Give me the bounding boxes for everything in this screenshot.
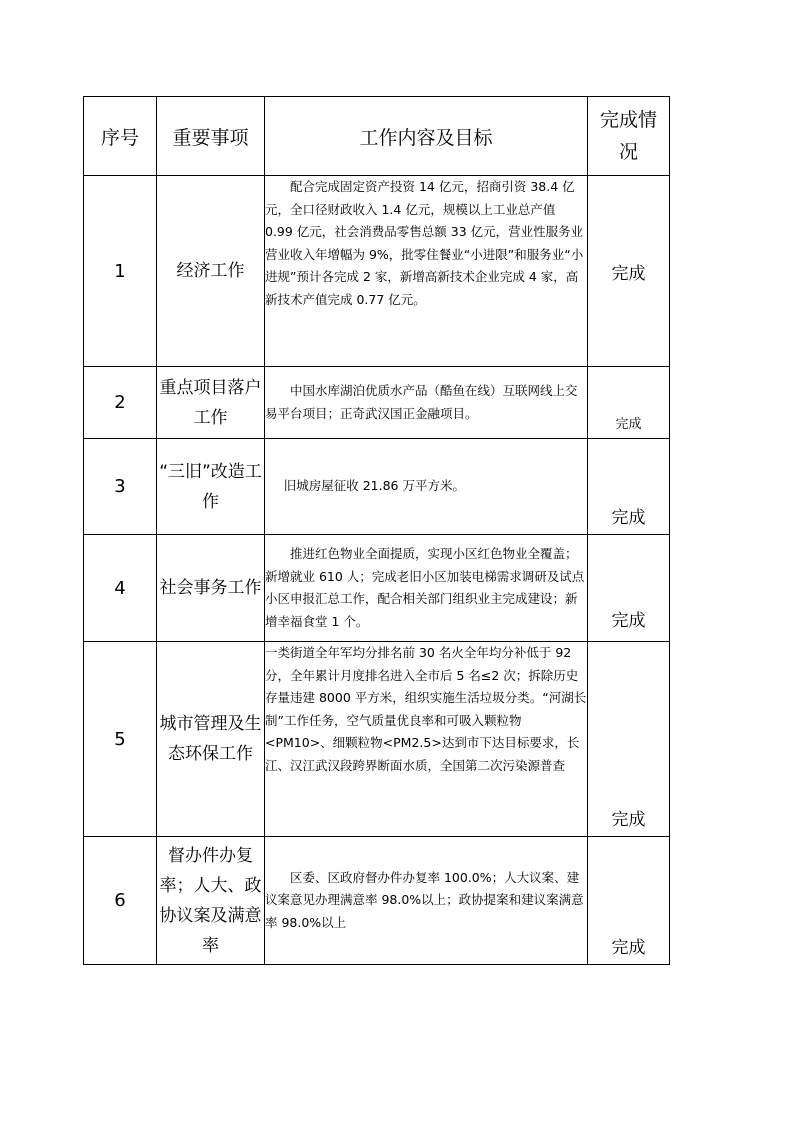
row-status: 完成 [588, 176, 670, 367]
row-status: 完成 [588, 439, 670, 535]
row-content-text: 推进红色物业全面提质，实现小区红色物业全覆盖；新增就业 610 人；完成老旧小区加装电梯需求调研及试点小区申报汇总工作，配合相关部门组织业主完成建设；新增幸福食堂 1 个。 [265, 546, 585, 629]
row-content-text: 区委、区政府督办件办复率 100.0%；人大议案、建议案意见办理满意率 98.0%以上；政协提案和建议案满意率 98.0%以上 [265, 869, 584, 930]
header-item: 重要事项 [157, 97, 265, 176]
row-item: 重点项目落户工作 [157, 367, 265, 439]
work-table [83, 96, 670, 965]
row-content [265, 642, 588, 837]
row-no: 1 [84, 176, 157, 367]
header-content: 工作内容及目标 [265, 97, 588, 176]
row-item: 经济工作 [157, 176, 265, 367]
header-no: 序号 [84, 97, 157, 176]
table-row [84, 642, 670, 837]
row-status: 完成 [588, 837, 670, 965]
row-item: “三旧”改造工作 [157, 439, 265, 535]
table-row [84, 176, 670, 367]
row-no: 2 [84, 367, 157, 439]
row-item: 城市管理及生态环保工作 [157, 642, 265, 837]
row-status: 完成 [588, 642, 670, 837]
table-row [84, 367, 670, 439]
row-status: 完成 [588, 367, 670, 439]
row-no: 4 [84, 535, 157, 642]
row-content [265, 367, 588, 439]
row-content [265, 176, 588, 367]
header-status: 完成情况 [588, 97, 670, 176]
row-status: 完成 [588, 535, 670, 642]
row-no: 5 [84, 642, 157, 837]
header-row [84, 97, 670, 176]
row-no: 6 [84, 837, 157, 965]
table-row [84, 837, 670, 965]
row-item: 社会事务工作 [157, 535, 265, 642]
row-content [265, 837, 588, 965]
row-no: 3 [84, 439, 157, 535]
row-content [265, 439, 588, 535]
row-content-text: 旧城房屋征收 21.86 万平方米。 [283, 478, 465, 494]
row-item: 督办件办复率；人大、政协议案及满意率 [157, 837, 265, 965]
row-content-text: 配合完成固定资产投资 14 亿元，招商引资 38.4 亿元，全口径财政收入 1.4 亿元，规模以上工业总产值 0.99 亿元，社会消费品零售总额 33 亿元，营业性服务业营业收入年增幅为 9%，批零住餐业“小进限”和服务业“小进规”预计各完成 2 家，新增高新技术企业完成 4 家，高新技术产值完成 0.77 亿元。 [265, 179, 584, 307]
row-content [265, 535, 588, 642]
row-content-text: 一类街道全年军均分排名前 30 名火全年均分补低于 92 分，全年累计月度排名进入全市后 5 名≤2 次；拆除历史存量违建 8000 平方米，组织实施生活垃圾分类。“河湖长制”工作任务，空气质量优良率和可吸入颗粒物<PM10>、细颗粒物<PM2.5>达到市下达目标要求，长江、汉江武汉段跨界断面水质，全国第二次污染源普查 [265, 645, 587, 773]
table-row [84, 535, 670, 642]
table-row [84, 439, 670, 535]
row-content-text: 中国水库湖泊优质水产品（酷鱼在线）互联网线上交易平台项目；正奇武汉国正金融项目。 [265, 383, 578, 421]
